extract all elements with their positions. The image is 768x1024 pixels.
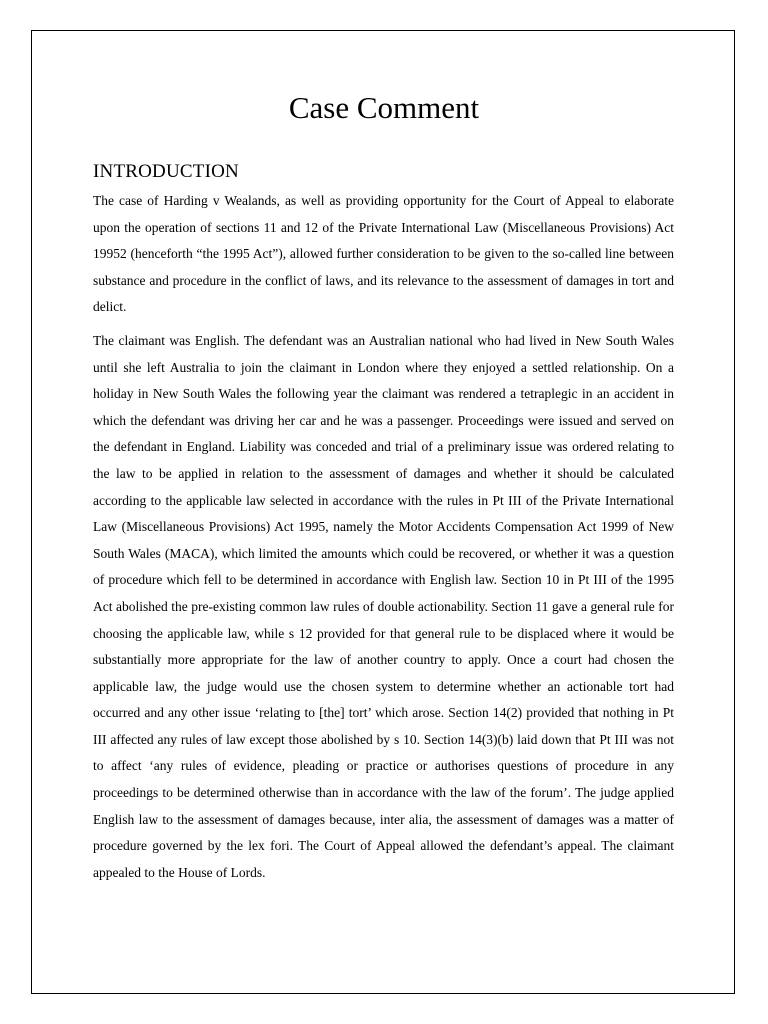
document-body [93, 160, 674, 893]
paragraph-1: The case of Harding v Wealands, as well as providing opportunity for the Court of Appeal to elaborate upon the operation of sections 11 and 12 of the Private International Law (Miscellaneous Provisions) Act 19952 (henceforth “the 1995 Act”), allowed further consideration to be given to the so-called line between substance and procedure in the conflict of laws, and its relevance to the assessment of damages in tort and delict. [93, 193, 674, 315]
section-heading-introduction: INTRODUCTION [93, 161, 239, 182]
paragraph-2: The claimant was English. The defendant was an Australian national who had lived in New South Wales until she left Australia to join the claimant in London where they enjoyed a settled relationship. On a holiday in New South Wales the following year the claimant was rendered a tetraplegic in an accident in which the defendant was driving her car and he was a passenger. Proceedings were issued and served on the defendant in England. Liability was conceded and trial of a preliminary issue was ordered relating to the law to be applied in relation to the assessment of damages and whether it should be calculated according to the applicable law selected in accordance with the rules in Pt III of the Private International Law (Miscellaneous Provisions) Act 1995, namely the Motor Accidents Compensation Act 1999 of New South Wales (MACA), which limited the amounts which could be recovered, or whether it was a question of procedure which fell to be determined in accordance with English law. Section 10 in Pt III of the 1995 Act abolished the pre-existing common law rules of double actionability. Section 11 gave a general rule for choosing the applicable law, while s 12 provided for that general rule to be displaced where it would be substantially more appropriate for the law of another country to apply. Once a court had chosen the applicable law, the judge would use the chosen system to determine whether an actionable tort had occurred and any other issue ‘relating to [the] tort’ which arose. Section 14(2) provided that nothing in Pt III affected any rules of law except those abolished by s 10. Section 14(3)(b) laid down that Pt III was not to affect ‘any rules of evidence, pleading or practice or authorises questions of procedure in any proceedings to be determined otherwise than in accordance with the law of the forum’. The judge applied English law to the assessment of damages because, inter alia, the assessment of damages was a matter of procedure governed by the lex fori. The Court of Appeal allowed the defendant’s appeal. The claimant appealed to the House of Lords. [93, 332, 674, 880]
document-title: Case Comment [288, 90, 480, 125]
